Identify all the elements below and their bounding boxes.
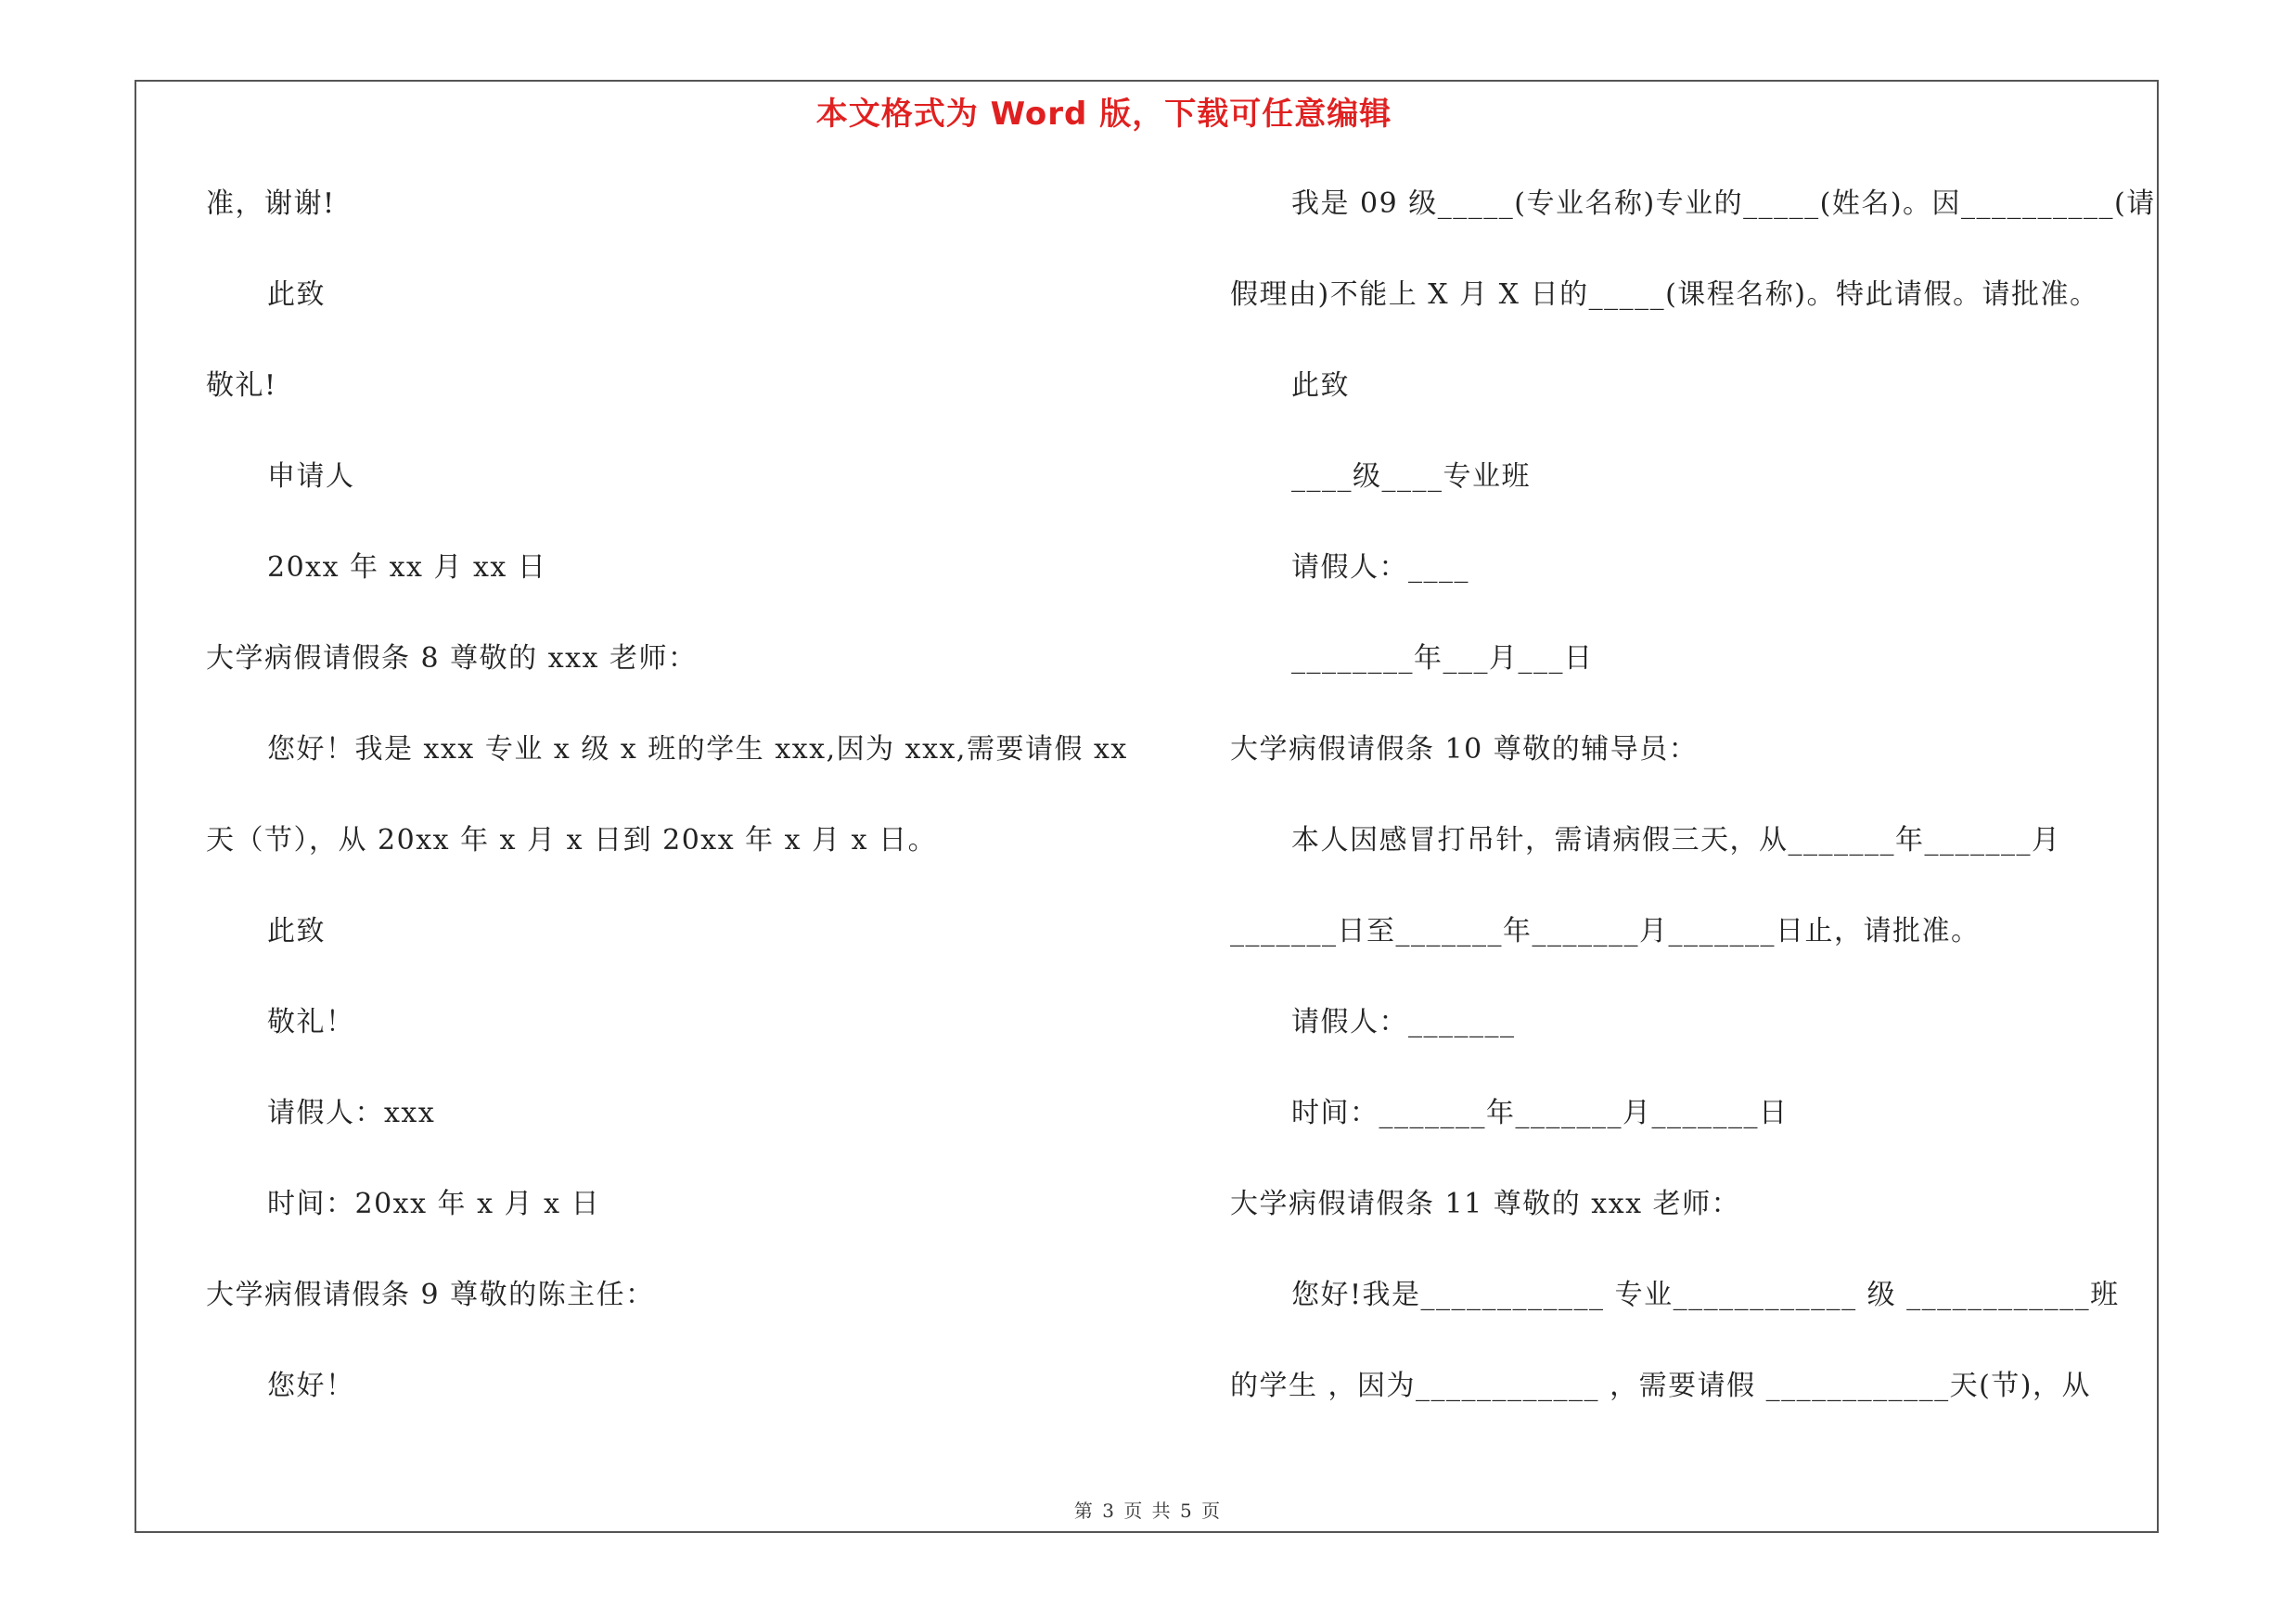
section-heading: 大学病假请假条 11 尊敬的 xxx 老师：	[1230, 1188, 1741, 1220]
text-line: 我是 09 级_____(专业名称)专业的_____(姓名)。因__________(请	[1291, 187, 2156, 220]
text-line: 请假人：_______	[1291, 1006, 1516, 1038]
format-banner: 本文格式为 Word 版，下载可任意编辑	[815, 96, 1392, 133]
text-line: 敬礼！	[267, 1006, 355, 1038]
text-line: 请假人：xxx	[267, 1097, 436, 1129]
text-line: 天（节），从 20xx 年 x 月 x 日到 20xx 年 x 月 x 日。	[206, 824, 938, 857]
text-line: ____级____专业班	[1291, 460, 1531, 493]
text-line: 您好！我是 xxx 专业 x 级 x 班的学生 xxx,因为 xxx,需要请假 xx	[267, 733, 1128, 766]
text-line: 敬礼!	[206, 369, 277, 402]
text-line: 申请人	[267, 460, 355, 493]
text-line: 您好！	[267, 1370, 355, 1402]
text-line: 的学生 ，因为____________ ，需要请假 ____________天(节)，从	[1230, 1370, 2092, 1402]
section-heading: 大学病假请假条 10 尊敬的辅导员：	[1230, 733, 1699, 766]
text-line: 假理由)不能上 X 月 X 日的_____(课程名称)。特此请假。请批准。	[1230, 278, 2099, 311]
text-line: _______日至_______年_______月_______日止，请批准。	[1230, 915, 1981, 947]
text-line: 20xx 年 xx 月 xx 日	[267, 551, 547, 584]
text-line: 请假人：____	[1291, 551, 1469, 584]
text-line: 时间：_______年_______月_______日	[1291, 1097, 1789, 1129]
section-heading: 大学病假请假条 9 尊敬的陈主任：	[206, 1279, 655, 1311]
section-heading: 大学病假请假条 8 尊敬的 xxx 老师：	[206, 642, 698, 675]
text-line: 此致	[267, 278, 326, 311]
text-line: ________年___月___日	[1291, 642, 1594, 675]
page-number: 第 3 页 共 5 页	[1073, 1500, 1223, 1522]
text-line: 时间：20xx 年 x 月 x 日	[267, 1188, 601, 1220]
text-line: 此致	[267, 915, 326, 947]
text-line: 准，谢谢!	[206, 187, 336, 220]
text-line: 此致	[1291, 369, 1350, 402]
text-line: 您好!我是____________ 专业____________ 级 ____________班	[1291, 1279, 2120, 1311]
text-line: 本人因感冒打吊针，需请病假三天，从_______年_______月	[1291, 824, 2061, 857]
